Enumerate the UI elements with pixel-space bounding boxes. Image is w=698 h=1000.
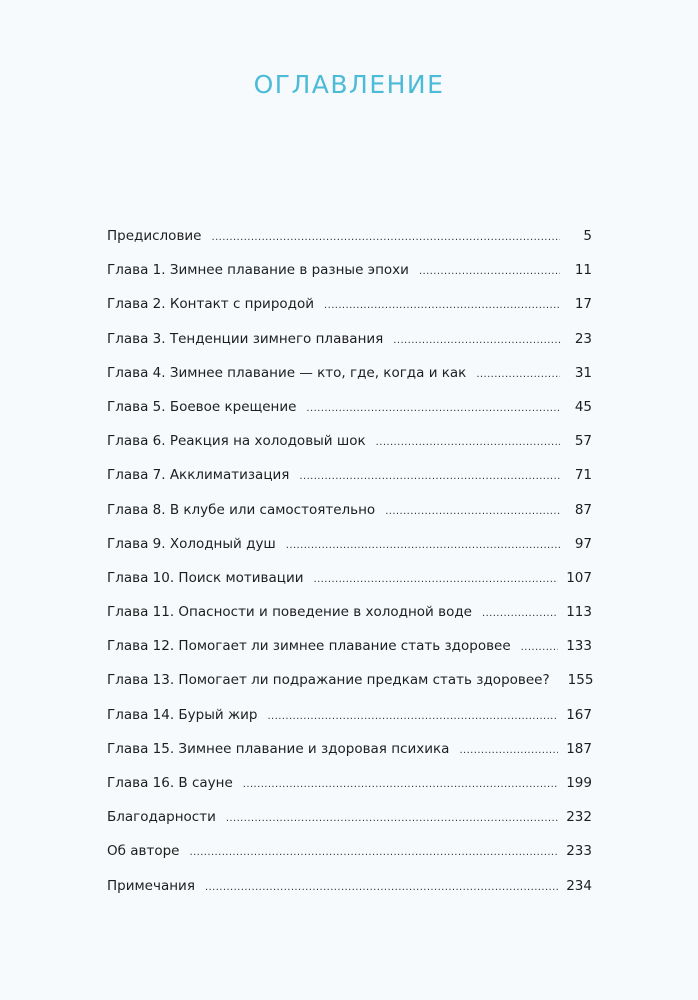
toc-entry xyxy=(107,329,592,363)
toc-entry-title: Глава 15. Зимнее плавание и здоровая психика xyxy=(107,740,450,757)
page-title: ОГЛАВЛЕНИЕ xyxy=(253,70,445,99)
toc-entry-page-number: 97 xyxy=(574,535,592,552)
toc-entry-page-number: 234 xyxy=(566,877,592,894)
toc-entry xyxy=(107,876,592,910)
toc-entry-page-number: 133 xyxy=(566,638,592,655)
dot-leader xyxy=(324,296,560,316)
toc-entry-page-number: 199 xyxy=(566,775,592,791)
dot-leader xyxy=(226,809,558,829)
toc-entry-title: Глава 7. Акклиматизация xyxy=(107,467,290,484)
toc-entry xyxy=(107,260,592,294)
toc-entry-page-number: 57 xyxy=(574,433,592,450)
toc-entry xyxy=(107,705,592,739)
toc-entry-page-number: 113 xyxy=(566,604,592,621)
toc-entry xyxy=(107,431,592,465)
toc-entry-title: Глава 12. Помогает ли зимнее плавание стать здоровее xyxy=(107,638,511,655)
toc-entry xyxy=(107,465,592,499)
dot-leader xyxy=(211,228,560,248)
dot-leader xyxy=(521,638,559,658)
toc-entry-page-number: 187 xyxy=(566,740,592,757)
toc-entry xyxy=(107,294,592,328)
toc-entry xyxy=(107,568,592,602)
toc-entry-title: Глава 10. Поиск мотивации xyxy=(107,569,304,586)
toc-entry xyxy=(107,670,592,704)
toc-entry-title: Примечания xyxy=(107,877,195,894)
toc-entry-page-number: 17 xyxy=(574,296,592,313)
dot-leader xyxy=(393,331,560,351)
dot-leader xyxy=(376,433,560,453)
toc-entry-page-number: 45 xyxy=(574,398,592,415)
toc-entry-page-number: 87 xyxy=(574,501,592,518)
toc-entry-title: Глава 8. В клубе или самостоятельно xyxy=(107,501,376,518)
toc-entry xyxy=(107,636,592,670)
toc-entry xyxy=(107,602,592,636)
dot-leader xyxy=(189,843,558,863)
toc-entry xyxy=(107,500,592,534)
dot-leader xyxy=(385,502,560,522)
dot-leader xyxy=(205,878,558,898)
toc-entry-page-number: 5 xyxy=(583,228,592,244)
toc-entry-title: Глава 4. Зимнее плавание — кто, где, когда и как xyxy=(107,364,467,381)
toc-entry-page-number: 155 xyxy=(567,672,594,689)
toc-entry-title: Глава 16. В сауне xyxy=(107,775,233,791)
toc-entry-title: Предисловие xyxy=(107,228,202,244)
dot-leader xyxy=(314,570,559,590)
table-of-contents xyxy=(107,226,592,910)
dot-leader xyxy=(306,399,560,419)
dot-leader xyxy=(419,262,560,282)
toc-entry-page-number: 167 xyxy=(566,706,592,723)
toc-entry xyxy=(107,773,592,807)
dot-leader xyxy=(286,536,560,556)
toc-entry-title: Благодарности xyxy=(107,809,216,826)
toc-entry-title: Глава 1. Зимнее плавание в разные эпохи xyxy=(107,262,409,279)
toc-entry xyxy=(107,841,592,875)
toc-entry xyxy=(107,397,592,431)
toc-entry xyxy=(107,534,592,568)
dot-leader xyxy=(482,604,558,624)
dot-leader xyxy=(476,365,560,385)
dot-leader xyxy=(459,741,558,761)
toc-entry xyxy=(107,807,592,841)
dot-leader xyxy=(299,467,560,487)
toc-entry-title: Глава 11. Опасности и поведение в холодной воде xyxy=(107,604,472,621)
toc-entry-title: Глава 9. Холодный душ xyxy=(107,535,276,552)
toc-entry-page-number: 107 xyxy=(566,569,592,586)
toc-entry xyxy=(107,226,592,260)
toc-entry xyxy=(107,739,592,773)
toc-entry-title: Глава 5. Боевое крещение xyxy=(107,398,297,415)
toc-entry-title: Глава 3. Тенденции зимнего плавания xyxy=(107,330,384,347)
dot-leader xyxy=(267,707,558,727)
toc-entry-page-number: 71 xyxy=(574,467,592,484)
toc-entry-title: Глава 13. Помогает ли подражание предкам стать здоровее? xyxy=(107,672,550,689)
toc-entry-page-number: 23 xyxy=(574,330,592,347)
toc-entry-title: Глава 2. Контакт с природой xyxy=(107,296,315,313)
toc-entry-page-number: 232 xyxy=(566,809,592,826)
toc-entry-title: Об авторе xyxy=(107,843,180,860)
toc-entry-page-number: 11 xyxy=(574,262,592,279)
toc-entry xyxy=(107,363,592,397)
toc-entry-page-number: 31 xyxy=(574,364,592,381)
toc-entry-title: Глава 14. Бурый жир xyxy=(107,706,258,723)
toc-entry-title: Глава 6. Реакция на холодовый шок xyxy=(107,433,366,450)
toc-entry-page-number: 233 xyxy=(566,843,592,860)
dot-leader xyxy=(243,775,558,795)
